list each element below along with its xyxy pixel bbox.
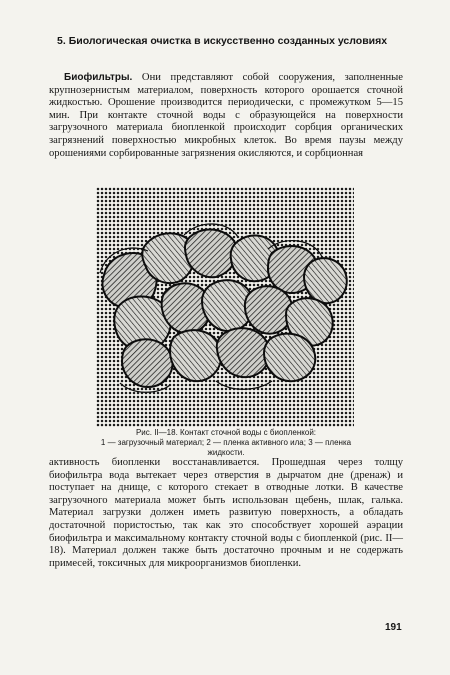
paragraph-biofilter-material	[49, 457, 403, 570]
grain	[122, 339, 173, 387]
biofilm-illustration	[96, 187, 354, 427]
paragraph-body: активность биопленки восстанавливается. Прошедшая через толщу биофильтра вода вытекает через отверстия в дырчатом дне (дренаж) и поступает на днище, с которого стекает в отводные лотки. В качестве загрузочного материала может быть использован щебень, шлак, галька. Материал загрузки должен иметь развитую поверхность, а обладать достаточной пористостью, так как это способствует хорошей аэрации биофильтра и максимальному контакту сточной воды с биопленкой (рис. II—18). Материал должен также быть достаточно прочным и не содержать примесей, токсичных для микроорганизмов биопленки.	[49, 457, 403, 569]
caption-legend: 1 — загрузочный материал; 2 — пленка активного ила; 3 — пленка жидкости.	[100, 438, 352, 457]
paragraph-lead-term: Биофильтры.	[64, 72, 133, 83]
paragraph-body: Они представляют собой сооружения, заполненные крупнозернистым материалом, поверхность которого орошается сточной жидкостью. Орошение производится периодически, с промежутком 5—15 мин. При контакте сточной воды с образующейся на поверхности загрузочного материала биопленкой происходит сорбция органических загрязнений поверхностью микробных клеток. Во время паузы между орошениями сорбированные загрязнения окисляются, и сорбционная	[49, 72, 403, 159]
grains-group	[102, 229, 346, 387]
grain	[170, 330, 221, 381]
grain	[304, 258, 347, 303]
page-number: 191	[385, 622, 402, 633]
paragraph-biofilters	[49, 72, 403, 160]
grain	[245, 286, 293, 334]
section-number: 5.	[57, 35, 66, 47]
section-title: Биологическая очистка в искусственно созданных условиях	[68, 35, 388, 47]
section-heading	[57, 34, 407, 48]
figure-caption	[100, 428, 352, 458]
figure-biofilm-contact	[96, 187, 354, 427]
grain	[264, 334, 315, 382]
caption-title: Рис. II—18. Контакт сточной воды с биопленкой:	[135, 428, 317, 437]
